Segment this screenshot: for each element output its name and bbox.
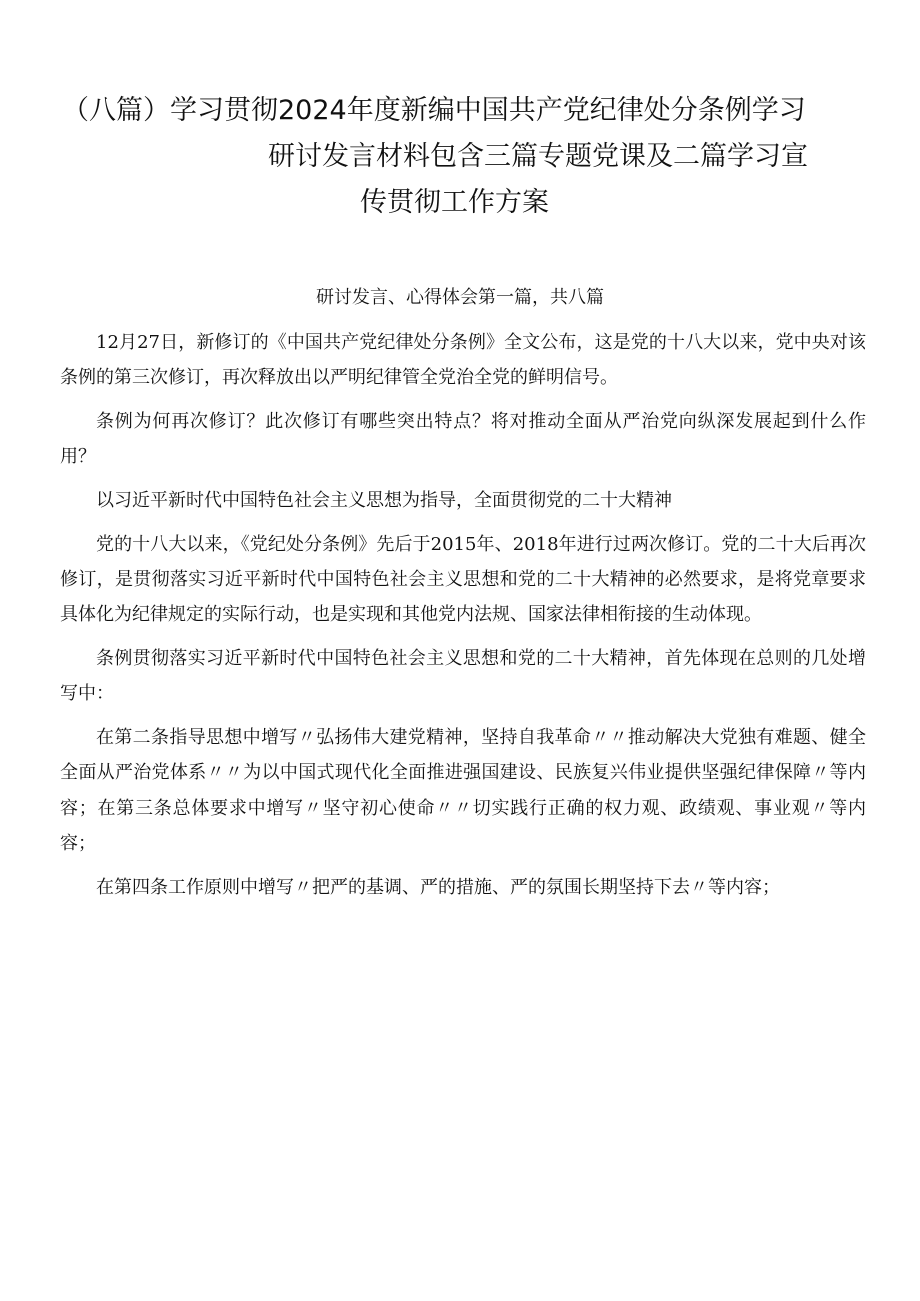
paragraph-6: 在第二条指导思想中增写〃弘扬伟大建党精神，坚持自我革命〃〃推动解决大党独有难题、健全全面从严治党体系〃〃为以中国式现代化全面推进强国建设、民族复兴伟业提供坚强纪律保障〃等内容；在第三条总体要求中增写〃坚守初心使命〃〃切实践行正确的权力观、政绩观、事业观〃等内容； — [60, 727, 866, 855]
document-body — [60, 325, 866, 913]
title-line-1: （八篇）学习贯彻2024年度新编中国共产党纪律处分条例学习 — [62, 95, 806, 126]
title-line-3: 传贯彻工作方案 — [360, 187, 549, 218]
document-subtitle: 研讨发言、心得体会第一篇，共八篇 — [316, 287, 604, 308]
document-title — [40, 88, 880, 226]
paragraph-5: 条例贯彻落实习近平新时代中国特色社会主义思想和党的二十大精神，首先体现在总则的几处增写中： — [60, 648, 866, 705]
paragraph-3: 以习近平新时代中国特色社会主义思想为指导，全面贯彻党的二十大精神 — [96, 490, 672, 511]
title-line-2: 研讨发言材料包含三篇专题党课及二篇学习宣 — [268, 141, 808, 172]
paragraph-7: 在第四条工作原则中增写〃把严的基调、严的措施、严的氛围长期坚持下去〃等内容； — [96, 876, 780, 898]
paragraph-1: 12月27日，新修订的《中国共产党纪律处分条例》全文公布，这是党的十八大以来，党中央对该条例的第三次修订，再次释放出以严明纪律管全党治全党的鲜明信号。 — [60, 332, 866, 389]
paragraph-2: 条例为何再次修订？此次修订有哪些突出特点？将对推动全面从严治党向纵深发展起到什么作用？ — [60, 411, 866, 468]
paragraph-4: 党的十八大以来，《党纪处分条例》先后于2015年、2018年进行过两次修订。党的二十大后再次修订，是贯彻落实习近平新时代中国特色社会主义思想和党的二十大精神的必然要求，是将党章要求具体化为纪律规定的实际行动，也是实现和其他党内法规、国家法律相衔接的生动体现。 — [60, 533, 866, 626]
